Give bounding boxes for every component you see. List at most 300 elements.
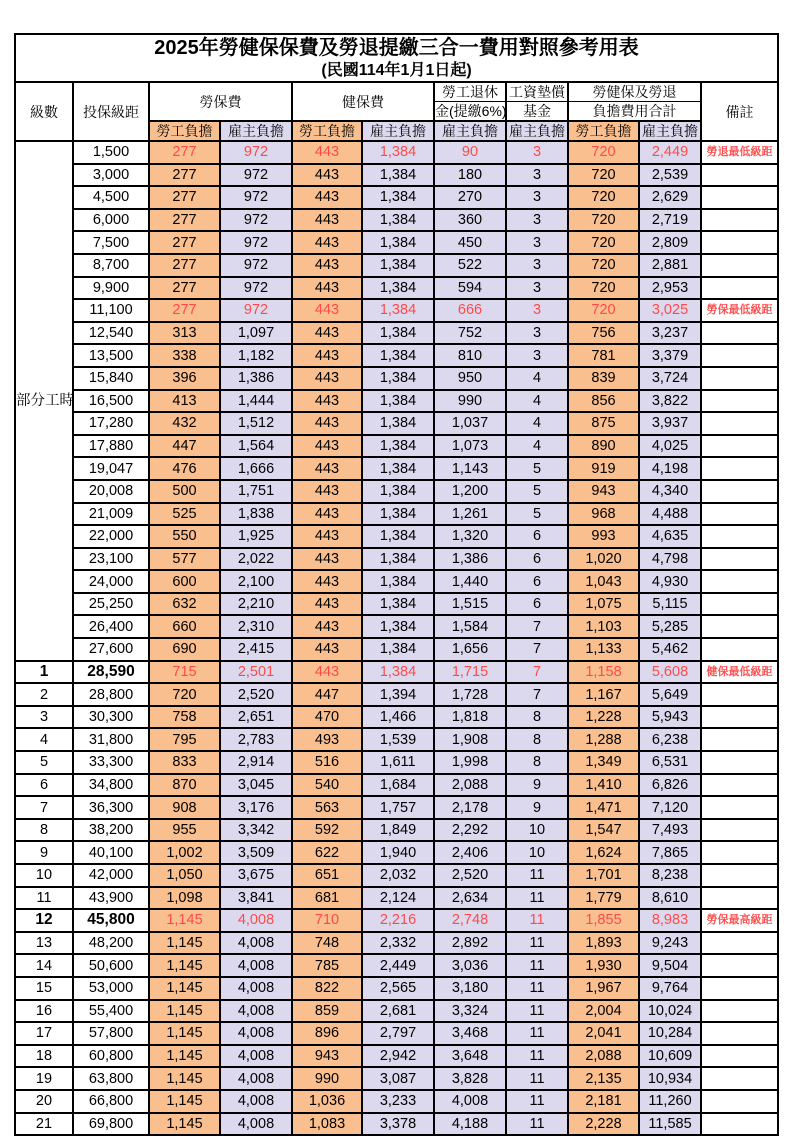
cell-note <box>701 864 778 887</box>
cell-wage-fund-employer: 3 <box>506 141 568 164</box>
cell-note: 勞保最低級距 <box>701 299 778 322</box>
cell-pension-employer: 1,584 <box>434 615 506 638</box>
cell-labor-employer: 3,045 <box>220 774 292 797</box>
header-total-employee-share: 勞工負擔 <box>568 121 639 141</box>
table-row <box>15 525 778 548</box>
cell-wage-fund-employer: 11 <box>506 887 568 910</box>
header-level: 級數 <box>15 82 73 141</box>
cell-total-employer: 4,930 <box>639 570 701 593</box>
cell-total-employee: 1,288 <box>568 728 639 751</box>
cell-salary-bracket: 17,880 <box>73 435 149 458</box>
cell-labor-employer: 2,210 <box>220 593 292 616</box>
cell-wage-fund-employer: 3 <box>506 277 568 300</box>
cell-wage-fund-employer: 6 <box>506 570 568 593</box>
cell-note <box>701 728 778 751</box>
cell-labor-employer: 1,751 <box>220 480 292 503</box>
cell-total-employer: 2,881 <box>639 254 701 277</box>
cell-note <box>701 1067 778 1090</box>
cell-salary-bracket: 13,500 <box>73 344 149 367</box>
cell-labor-employee: 690 <box>149 638 220 661</box>
cell-note <box>701 706 778 729</box>
cell-health-employee: 470 <box>292 706 362 729</box>
cell-pension-employer: 2,406 <box>434 841 506 864</box>
cell-labor-employer: 3,176 <box>220 796 292 819</box>
cell-labor-employee: 600 <box>149 570 220 593</box>
table-row <box>15 932 778 955</box>
cell-labor-employer: 4,008 <box>220 1113 292 1136</box>
cell-labor-employer: 2,022 <box>220 548 292 571</box>
cell-health-employer: 1,466 <box>362 706 434 729</box>
cell-total-employer: 10,024 <box>639 1000 701 1023</box>
cell-note <box>701 887 778 910</box>
cell-labor-employee: 447 <box>149 435 220 458</box>
cell-pension-employer: 1,998 <box>434 751 506 774</box>
cell-health-employer: 2,449 <box>362 954 434 977</box>
cell-total-employee: 1,624 <box>568 841 639 864</box>
table-row <box>15 570 778 593</box>
cell-wage-fund-employer: 8 <box>506 728 568 751</box>
cell-wage-fund-employer: 11 <box>506 954 568 977</box>
table-row <box>15 638 778 661</box>
cell-labor-employer: 1,097 <box>220 322 292 345</box>
cell-pension-employer: 990 <box>434 390 506 413</box>
cell-wage-fund-employer: 3 <box>506 344 568 367</box>
cell-health-employee: 443 <box>292 367 362 390</box>
cell-note <box>701 1045 778 1068</box>
cell-wage-fund-employer: 3 <box>506 209 568 232</box>
cell-pension-employer: 1,386 <box>434 548 506 571</box>
cell-salary-bracket: 7,500 <box>73 231 149 254</box>
table-row <box>15 774 778 797</box>
cell-total-employer: 4,198 <box>639 457 701 480</box>
cell-salary-bracket: 30,300 <box>73 706 149 729</box>
cell-salary-bracket: 66,800 <box>73 1090 149 1113</box>
cell-pension-employer: 3,036 <box>434 954 506 977</box>
cell-health-employee: 443 <box>292 390 362 413</box>
cell-part-time-label: 部分工時 <box>15 141 73 661</box>
cell-wage-fund-employer: 10 <box>506 841 568 864</box>
cell-note <box>701 480 778 503</box>
cell-salary-bracket: 63,800 <box>73 1067 149 1090</box>
cell-note <box>701 1022 778 1045</box>
cell-labor-employee: 720 <box>149 683 220 706</box>
cell-health-employee: 710 <box>292 909 362 932</box>
cell-total-employer: 9,764 <box>639 977 701 1000</box>
cell-health-employee: 943 <box>292 1045 362 1068</box>
cell-total-employee: 2,004 <box>568 1000 639 1023</box>
cell-labor-employer: 972 <box>220 277 292 300</box>
cell-total-employee: 875 <box>568 412 639 435</box>
page-title: 2025年勞健保保費及勞退提繳三合一費用對照參考用表 <box>154 37 639 59</box>
cell-wage-fund-employer: 3 <box>506 299 568 322</box>
cell-level: 21 <box>15 1113 73 1136</box>
cell-total-employee: 2,088 <box>568 1045 639 1068</box>
cell-pension-employer: 1,200 <box>434 480 506 503</box>
cell-note <box>701 390 778 413</box>
cell-salary-bracket: 42,000 <box>73 864 149 887</box>
cell-pension-employer: 3,468 <box>434 1022 506 1045</box>
cell-labor-employee: 1,145 <box>149 1022 220 1045</box>
cell-salary-bracket: 34,800 <box>73 774 149 797</box>
cell-note <box>701 209 778 232</box>
cell-wage-fund-employer: 3 <box>506 231 568 254</box>
cell-wage-fund-employer: 11 <box>506 1113 568 1136</box>
cell-level: 3 <box>15 706 73 729</box>
cell-health-employer: 2,797 <box>362 1022 434 1045</box>
cell-health-employee: 447 <box>292 683 362 706</box>
cell-pension-employer: 950 <box>434 367 506 390</box>
cell-health-employer: 1,384 <box>362 615 434 638</box>
cell-salary-bracket: 21,009 <box>73 503 149 526</box>
cell-pension-employer: 3,828 <box>434 1067 506 1090</box>
header-total-line1: 勞健保及勞退 <box>568 82 701 102</box>
cell-level: 13 <box>15 932 73 955</box>
table-row <box>15 796 778 819</box>
header-wage-fund-line2: 基金 <box>506 102 568 122</box>
cell-salary-bracket: 4,500 <box>73 186 149 209</box>
cell-labor-employee: 1,050 <box>149 864 220 887</box>
cell-total-employee: 1,020 <box>568 548 639 571</box>
cell-note <box>701 1090 778 1113</box>
cell-labor-employee: 277 <box>149 164 220 187</box>
cell-salary-bracket: 16,500 <box>73 390 149 413</box>
cell-labor-employer: 1,386 <box>220 367 292 390</box>
cell-note <box>701 751 778 774</box>
cell-level: 5 <box>15 751 73 774</box>
cell-health-employer: 1,384 <box>362 367 434 390</box>
cell-labor-employee: 908 <box>149 796 220 819</box>
cell-note <box>701 503 778 526</box>
cell-health-employer: 1,757 <box>362 796 434 819</box>
cell-labor-employee: 550 <box>149 525 220 548</box>
cell-health-employer: 1,384 <box>362 209 434 232</box>
cell-total-employee: 856 <box>568 390 639 413</box>
cell-health-employee: 443 <box>292 412 362 435</box>
cell-labor-employee: 413 <box>149 390 220 413</box>
cell-note <box>701 570 778 593</box>
cell-total-employer: 5,462 <box>639 638 701 661</box>
cell-health-employee: 443 <box>292 480 362 503</box>
cell-labor-employer: 4,008 <box>220 977 292 1000</box>
table-row <box>15 706 778 729</box>
cell-health-employer: 1,384 <box>362 344 434 367</box>
header-health-insurance: 健保費 <box>292 82 434 121</box>
table-row <box>15 909 778 932</box>
cell-wage-fund-employer: 4 <box>506 435 568 458</box>
table-row <box>15 1045 778 1068</box>
header-pension-line1: 勞工退休 <box>434 82 506 102</box>
cell-labor-employee: 277 <box>149 231 220 254</box>
cell-health-employee: 443 <box>292 570 362 593</box>
cell-pension-employer: 360 <box>434 209 506 232</box>
table-row <box>15 841 778 864</box>
cell-health-employee: 443 <box>292 457 362 480</box>
cell-health-employer: 1,384 <box>362 322 434 345</box>
cell-level: 7 <box>15 796 73 819</box>
cell-total-employee: 1,349 <box>568 751 639 774</box>
cell-health-employer: 2,216 <box>362 909 434 932</box>
cell-health-employer: 1,384 <box>362 480 434 503</box>
cell-health-employer: 3,378 <box>362 1113 434 1136</box>
cell-labor-employer: 1,666 <box>220 457 292 480</box>
cell-salary-bracket: 19,047 <box>73 457 149 480</box>
cell-note <box>701 1000 778 1023</box>
cell-wage-fund-employer: 4 <box>506 390 568 413</box>
cell-total-employer: 8,238 <box>639 864 701 887</box>
cell-health-employee: 443 <box>292 277 362 300</box>
cell-health-employer: 1,384 <box>362 164 434 187</box>
cell-wage-fund-employer: 11 <box>506 977 568 1000</box>
cell-labor-employee: 313 <box>149 322 220 345</box>
cell-wage-fund-employer: 8 <box>506 751 568 774</box>
cell-note <box>701 796 778 819</box>
cell-salary-bracket: 36,300 <box>73 796 149 819</box>
cell-total-employee: 2,041 <box>568 1022 639 1045</box>
cell-total-employer: 3,937 <box>639 412 701 435</box>
table-row <box>15 819 778 842</box>
cell-wage-fund-employer: 5 <box>506 457 568 480</box>
cell-labor-employer: 972 <box>220 209 292 232</box>
cell-pension-employer: 1,656 <box>434 638 506 661</box>
cell-note <box>701 367 778 390</box>
cell-pension-employer: 2,634 <box>434 887 506 910</box>
cell-health-employer: 1,384 <box>362 231 434 254</box>
cell-total-employer: 8,983 <box>639 909 701 932</box>
cell-total-employee: 1,228 <box>568 706 639 729</box>
cell-labor-employer: 3,675 <box>220 864 292 887</box>
cell-pension-employer: 1,715 <box>434 661 506 684</box>
cell-health-employee: 990 <box>292 1067 362 1090</box>
cell-total-employee: 1,779 <box>568 887 639 910</box>
cell-labor-employee: 277 <box>149 299 220 322</box>
cell-health-employee: 748 <box>292 932 362 955</box>
cell-total-employer: 3,237 <box>639 322 701 345</box>
cell-health-employee: 443 <box>292 164 362 187</box>
cell-pension-employer: 2,178 <box>434 796 506 819</box>
cell-health-employee: 493 <box>292 728 362 751</box>
cell-health-employer: 2,942 <box>362 1045 434 1068</box>
cell-total-employee: 1,547 <box>568 819 639 842</box>
cell-note <box>701 412 778 435</box>
cell-level: 8 <box>15 819 73 842</box>
cell-total-employee: 1,103 <box>568 615 639 638</box>
cell-health-employee: 1,083 <box>292 1113 362 1136</box>
cell-health-employee: 1,036 <box>292 1090 362 1113</box>
table-row <box>15 209 778 232</box>
cell-wage-fund-employer: 9 <box>506 774 568 797</box>
cell-salary-bracket: 57,800 <box>73 1022 149 1045</box>
cell-pension-employer: 450 <box>434 231 506 254</box>
cell-wage-fund-employer: 7 <box>506 615 568 638</box>
cell-labor-employer: 2,310 <box>220 615 292 638</box>
cell-health-employer: 1,384 <box>362 254 434 277</box>
cell-wage-fund-employer: 6 <box>506 593 568 616</box>
cell-labor-employee: 1,002 <box>149 841 220 864</box>
table-row <box>15 254 778 277</box>
cell-health-employer: 1,384 <box>362 638 434 661</box>
cell-level: 15 <box>15 977 73 1000</box>
cell-wage-fund-employer: 5 <box>506 480 568 503</box>
header-labor-employee-share: 勞工負擔 <box>149 121 220 141</box>
cell-pension-employer: 1,073 <box>434 435 506 458</box>
cell-health-employee: 443 <box>292 638 362 661</box>
cell-labor-employer: 3,342 <box>220 819 292 842</box>
cell-health-employer: 1,849 <box>362 819 434 842</box>
cell-health-employee: 443 <box>292 548 362 571</box>
table-row <box>15 751 778 774</box>
cell-health-employee: 896 <box>292 1022 362 1045</box>
cell-salary-bracket: 55,400 <box>73 1000 149 1023</box>
cell-pension-employer: 3,180 <box>434 977 506 1000</box>
cell-salary-bracket: 38,200 <box>73 819 149 842</box>
cell-total-employee: 890 <box>568 435 639 458</box>
table-row <box>15 661 778 684</box>
cell-total-employee: 720 <box>568 141 639 164</box>
cell-labor-employer: 3,509 <box>220 841 292 864</box>
cell-total-employer: 5,943 <box>639 706 701 729</box>
cell-health-employee: 516 <box>292 751 362 774</box>
cell-health-employer: 1,384 <box>362 412 434 435</box>
cell-total-employer: 5,285 <box>639 615 701 638</box>
cell-labor-employer: 4,008 <box>220 1022 292 1045</box>
cell-wage-fund-employer: 11 <box>506 1067 568 1090</box>
cell-pension-employer: 1,320 <box>434 525 506 548</box>
cell-pension-employer: 1,261 <box>434 503 506 526</box>
cell-health-employee: 681 <box>292 887 362 910</box>
cell-level: 17 <box>15 1022 73 1045</box>
table-row <box>15 887 778 910</box>
table-row <box>15 503 778 526</box>
cell-labor-employee: 870 <box>149 774 220 797</box>
cell-total-employer: 2,953 <box>639 277 701 300</box>
cell-health-employee: 563 <box>292 796 362 819</box>
table-row <box>15 412 778 435</box>
cell-wage-fund-employer: 4 <box>506 367 568 390</box>
table-row <box>15 1090 778 1113</box>
cell-total-employer: 2,719 <box>639 209 701 232</box>
cell-wage-fund-employer: 9 <box>506 796 568 819</box>
header-wage-fund-line1: 工資墊償 <box>506 82 568 102</box>
cell-salary-bracket: 69,800 <box>73 1113 149 1136</box>
header-total-employer-share: 雇主負擔 <box>639 121 701 141</box>
cell-salary-bracket: 27,600 <box>73 638 149 661</box>
cell-total-employee: 1,158 <box>568 661 639 684</box>
cell-total-employer: 4,798 <box>639 548 701 571</box>
table-row <box>15 1113 778 1136</box>
cell-health-employer: 1,384 <box>362 277 434 300</box>
cell-salary-bracket: 53,000 <box>73 977 149 1000</box>
cell-health-employee: 443 <box>292 254 362 277</box>
cell-level: 1 <box>15 661 73 684</box>
cell-health-employer: 1,384 <box>362 503 434 526</box>
cell-note <box>701 344 778 367</box>
cell-total-employer: 4,340 <box>639 480 701 503</box>
cell-health-employee: 443 <box>292 141 362 164</box>
cell-salary-bracket: 24,000 <box>73 570 149 593</box>
cell-total-employee: 720 <box>568 209 639 232</box>
cell-salary-bracket: 20,008 <box>73 480 149 503</box>
table-row <box>15 1022 778 1045</box>
cell-wage-fund-employer: 11 <box>506 909 568 932</box>
cell-labor-employer: 1,564 <box>220 435 292 458</box>
header-labor-insurance: 勞保費 <box>149 82 292 121</box>
cell-salary-bracket: 3,000 <box>73 164 149 187</box>
cell-labor-employer: 972 <box>220 231 292 254</box>
cell-total-employer: 2,539 <box>639 164 701 187</box>
cell-labor-employer: 972 <box>220 299 292 322</box>
cell-health-employer: 1,384 <box>362 593 434 616</box>
header-note: 備註 <box>701 82 778 141</box>
cell-health-employer: 1,611 <box>362 751 434 774</box>
cell-pension-employer: 4,188 <box>434 1113 506 1136</box>
cell-labor-employer: 972 <box>220 164 292 187</box>
cell-labor-employer: 4,008 <box>220 1000 292 1023</box>
cell-wage-fund-employer: 3 <box>506 164 568 187</box>
cell-labor-employer: 4,008 <box>220 954 292 977</box>
cell-labor-employee: 833 <box>149 751 220 774</box>
cell-total-employee: 1,967 <box>568 977 639 1000</box>
cell-labor-employee: 476 <box>149 457 220 480</box>
cell-health-employer: 1,384 <box>362 186 434 209</box>
cell-health-employer: 2,032 <box>362 864 434 887</box>
table-row <box>15 480 778 503</box>
cell-labor-employee: 1,145 <box>149 977 220 1000</box>
cell-pension-employer: 2,088 <box>434 774 506 797</box>
cell-health-employer: 2,332 <box>362 932 434 955</box>
cell-wage-fund-employer: 10 <box>506 819 568 842</box>
cell-health-employee: 622 <box>292 841 362 864</box>
cell-salary-bracket: 23,100 <box>73 548 149 571</box>
cell-health-employer: 1,394 <box>362 683 434 706</box>
cell-salary-bracket: 60,800 <box>73 1045 149 1068</box>
cell-labor-employer: 4,008 <box>220 1067 292 1090</box>
cell-total-employer: 4,488 <box>639 503 701 526</box>
cell-note <box>701 819 778 842</box>
cell-labor-employee: 277 <box>149 209 220 232</box>
cell-health-employer: 1,384 <box>362 457 434 480</box>
cell-pension-employer: 3,324 <box>434 1000 506 1023</box>
cell-total-employee: 756 <box>568 322 639 345</box>
cell-level: 20 <box>15 1090 73 1113</box>
cell-pension-employer: 4,008 <box>434 1090 506 1113</box>
cell-wage-fund-employer: 3 <box>506 322 568 345</box>
cell-total-employee: 2,181 <box>568 1090 639 1113</box>
cell-total-employer: 6,531 <box>639 751 701 774</box>
cell-health-employer: 2,565 <box>362 977 434 1000</box>
cell-total-employer: 2,629 <box>639 186 701 209</box>
cell-pension-employer: 2,748 <box>434 909 506 932</box>
cell-level: 11 <box>15 887 73 910</box>
cell-wage-fund-employer: 11 <box>506 1022 568 1045</box>
cell-total-employee: 1,893 <box>568 932 639 955</box>
cell-note: 勞保最高級距 <box>701 909 778 932</box>
header-labor-employer-share: 雇主負擔 <box>220 121 292 141</box>
cell-pension-employer: 522 <box>434 254 506 277</box>
cell-salary-bracket: 28,590 <box>73 661 149 684</box>
cell-note <box>701 683 778 706</box>
cell-total-employer: 7,493 <box>639 819 701 842</box>
cell-total-employee: 919 <box>568 457 639 480</box>
cell-salary-bracket: 31,800 <box>73 728 149 751</box>
cell-labor-employee: 1,145 <box>149 1045 220 1068</box>
cell-labor-employee: 277 <box>149 277 220 300</box>
cell-wage-fund-employer: 11 <box>506 1045 568 1068</box>
cell-total-employee: 720 <box>568 164 639 187</box>
cell-salary-bracket: 28,800 <box>73 683 149 706</box>
cell-pension-employer: 90 <box>434 141 506 164</box>
cell-total-employer: 11,585 <box>639 1113 701 1136</box>
table-row <box>15 1067 778 1090</box>
